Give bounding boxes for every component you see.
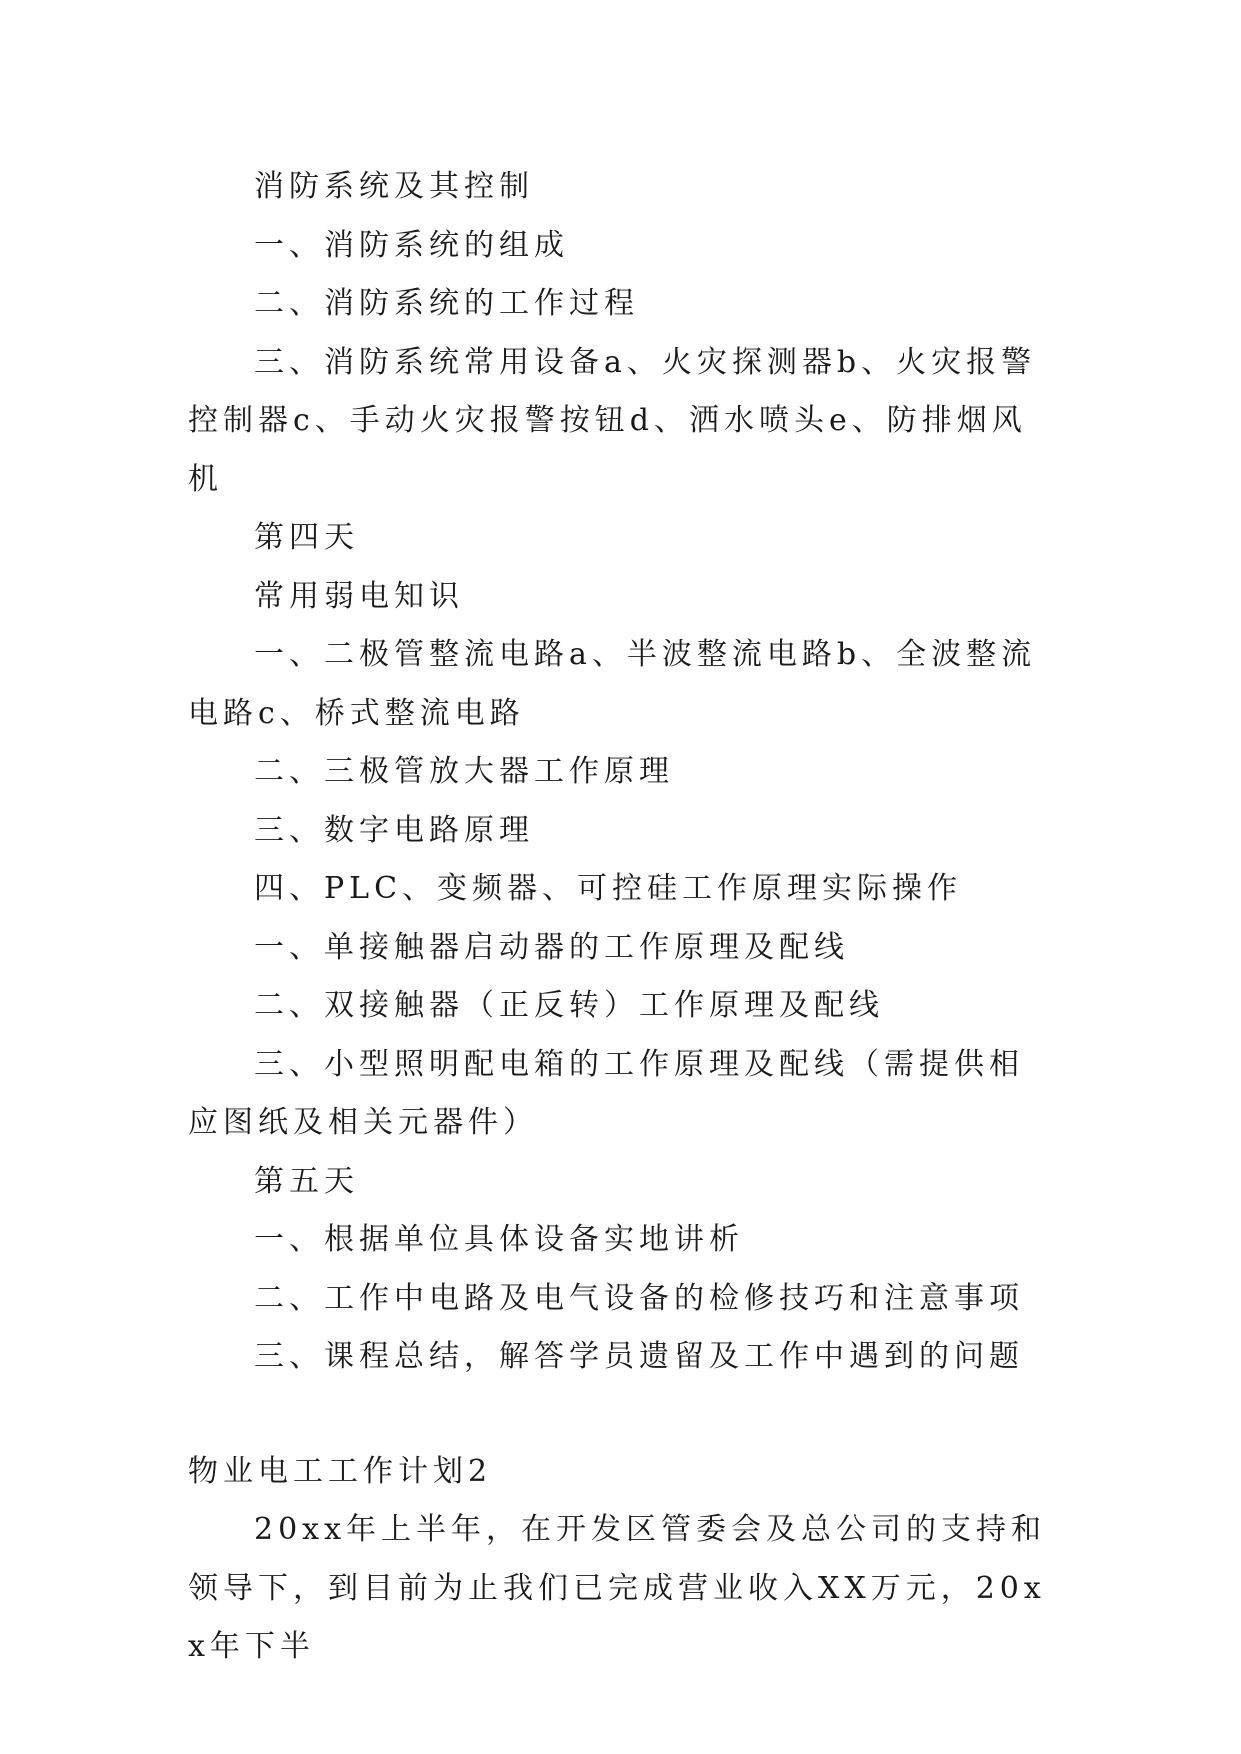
paragraph-fire-system-composition: 一、消防系统的组成 [254, 227, 569, 263]
section-spacer [188, 1387, 1056, 1443]
document-body [188, 158, 1056, 1677]
paragraph-transistor-amplifier: 二、三极管放大器工作原理 [254, 754, 674, 789]
paragraph-plc-operation: 四、PLC、变频器、可控硅工作原理实际操作 [254, 871, 963, 906]
paragraph-maintenance-tips: 二、工作中电路及电气设备的检修技巧和注意事项 [254, 1280, 1024, 1316]
paragraph-diode-rectifier: 一、二极管整流电路a、半波整流电路b、全波整流电路c、桥式整流电路 [188, 637, 1037, 731]
paragraph-half-year-summary: 20xx年上半年，在开发区管委会及总公司的支持和领导下，到目前为止我们已完成营业收入XX万元，20xx年下半 [188, 1512, 1047, 1664]
paragraph-course-summary: 三、课程总结，解答学员遗留及工作中遇到的问题 [254, 1339, 1024, 1374]
paragraph-day-four: 第四天 [254, 520, 359, 555]
paragraph-fire-system-equipment: 三、消防系统常用设备a、火灾探测器b、火灾报警控制器c、手动火灾报警按钮d、洒水喷头e、防排烟风机 [188, 344, 1037, 497]
paragraph-day-five: 第五天 [254, 1163, 359, 1199]
paragraph-double-contactor: 二、双接触器（正反转）工作原理及配线 [254, 988, 884, 1023]
paragraph-onsite-analysis: 一、根据单位具体设备实地讲析 [254, 1222, 744, 1257]
paragraph-single-contactor: 一、单接触器启动器的工作原理及配线 [254, 929, 849, 965]
paragraph-fire-system-title: 消防系统及其控制 [254, 169, 534, 204]
paragraph-lighting-distribution-box: 三、小型照明配电箱的工作原理及配线（需提供相应图纸及相关元器件） [188, 1046, 1024, 1140]
section-title: 物业电工工作计划2 [188, 1453, 493, 1489]
paragraph-digital-circuit: 三、数字电路原理 [254, 812, 534, 848]
paragraph-fire-system-process: 二、消防系统的工作过程 [254, 286, 639, 321]
paragraph-weak-current-knowledge: 常用弱电知识 [254, 578, 464, 614]
